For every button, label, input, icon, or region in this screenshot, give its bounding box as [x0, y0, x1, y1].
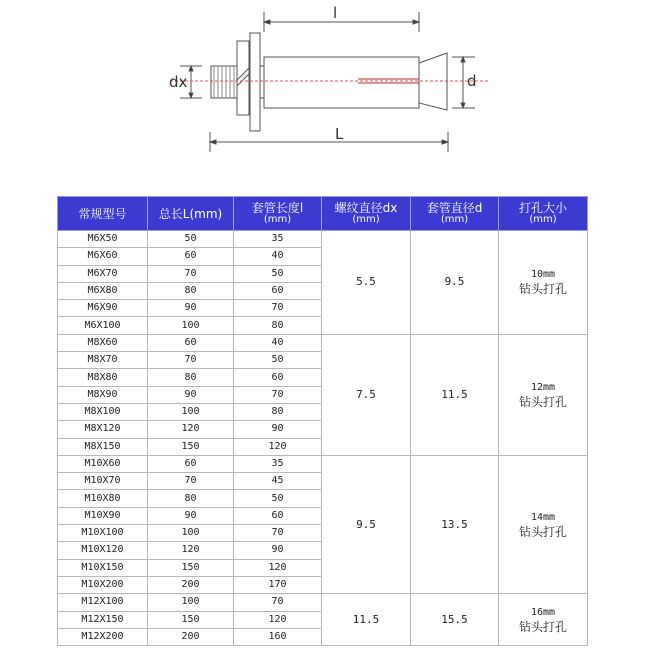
model-cell: M8X100	[58, 403, 148, 420]
model-cell: M6X60	[58, 248, 148, 265]
sleeve-length-cell: 90	[234, 421, 322, 438]
column-header-unit: (mm)	[529, 213, 557, 225]
model-cell: M6X90	[58, 300, 148, 317]
model-cell: M10X100	[58, 525, 148, 542]
total-length-cell: 100	[148, 525, 234, 542]
sleeve-length-cell: 80	[234, 317, 322, 334]
column-header	[322, 197, 411, 231]
total-length-cell: 70	[148, 352, 234, 369]
sleeve-length-cell: 70	[234, 525, 322, 542]
thread-diameter-cell: 9.5	[322, 455, 411, 593]
drill-size-cell	[499, 594, 588, 646]
model-cell: M12X100	[58, 594, 148, 611]
sleeve-length-cell: 40	[234, 248, 322, 265]
drill-size-value: 10mm	[530, 269, 556, 281]
thread-diameter-cell: 7.5	[322, 334, 411, 455]
sleeve-diameter-cell: 11.5	[411, 334, 499, 455]
total-length-cell: 200	[148, 576, 234, 593]
total-length-cell: 150	[148, 438, 234, 455]
total-length-cell: 150	[148, 611, 234, 628]
total-length-cell: 100	[148, 594, 234, 611]
sleeve-length-cell: 35	[234, 231, 322, 248]
model-cell: M10X90	[58, 507, 148, 524]
total-length-cell: 80	[148, 282, 234, 299]
sleeve-length-cell: 70	[234, 300, 322, 317]
column-header	[234, 197, 322, 231]
total-length-cell: 90	[148, 300, 234, 317]
sleeve-diameter-label: d	[467, 72, 477, 90]
total-length-cell: 100	[148, 317, 234, 334]
sleeve-length-cell: 90	[234, 542, 322, 559]
sleeve-length-cell: 120	[234, 438, 322, 455]
sleeve-diameter-cell: 9.5	[411, 231, 499, 335]
sleeve-length-cell: 160	[234, 628, 322, 645]
column-header-title: 套管长度l	[251, 200, 304, 215]
model-cell: M10X150	[58, 559, 148, 576]
total-length-cell: 90	[148, 507, 234, 524]
sleeve-length-cell: 60	[234, 282, 322, 299]
model-cell: M10X60	[58, 455, 148, 472]
model-cell: M8X80	[58, 369, 148, 386]
model-cell: M6X70	[58, 265, 148, 282]
sleeve-length-cell: 60	[234, 507, 322, 524]
sleeve-length-cell: 40	[234, 334, 322, 351]
drill-size-cell	[499, 231, 588, 335]
total-length-cell: 60	[148, 334, 234, 351]
table-row	[58, 231, 588, 248]
drill-size-value: 14mm	[530, 511, 556, 523]
sleeve-diameter-cell: 15.5	[411, 594, 499, 646]
model-cell: M8X60	[58, 334, 148, 351]
total-length-cell: 120	[148, 421, 234, 438]
total-length-cell: 50	[148, 231, 234, 248]
drill-size-cell	[499, 334, 588, 455]
drill-size-note: 钻头打孔	[518, 282, 567, 297]
model-cell: M8X70	[58, 352, 148, 369]
column-header	[499, 197, 588, 231]
total-length-cell: 70	[148, 473, 234, 490]
sleeve-length-cell: 60	[234, 369, 322, 386]
model-cell: M8X120	[58, 421, 148, 438]
sleeve-length-cell: 70	[234, 594, 322, 611]
sleeve-length-cell: 45	[234, 473, 322, 490]
column-header-title: 螺纹直径dx	[334, 200, 398, 215]
total-length-cell: 80	[148, 369, 234, 386]
total-length-cell: 200	[148, 628, 234, 645]
sleeve-length-cell: 50	[234, 265, 322, 282]
model-cell: M6X50	[58, 231, 148, 248]
total-length-cell: 120	[148, 542, 234, 559]
column-header-unit: (mm)	[263, 213, 292, 225]
column-header-unit: (mm)	[440, 213, 469, 225]
column-header-title: 打孔大小	[518, 200, 567, 215]
thread-diameter-cell: 11.5	[322, 594, 411, 646]
column-header-unit: (mm)	[352, 213, 380, 225]
sleeve-length-label: l	[333, 4, 338, 22]
sleeve-length-cell: 120	[234, 559, 322, 576]
sleeve-length-cell: 170	[234, 576, 322, 593]
total-length-cell: 70	[148, 265, 234, 282]
drill-size-note: 钻头打孔	[518, 394, 567, 409]
table-row	[58, 455, 588, 472]
model-cell: M12X200	[58, 628, 148, 645]
sleeve-length-cell: 50	[234, 352, 322, 369]
drill-size-note: 钻头打孔	[518, 619, 567, 634]
total-length-label: L	[335, 125, 344, 143]
column-header	[148, 197, 234, 231]
thread-diameter-label: dx	[169, 73, 188, 91]
sleeve-length-cell: 35	[234, 455, 322, 472]
column-header	[411, 197, 499, 231]
sleeve-diameter-cell: 13.5	[411, 455, 499, 593]
drill-size-value: 12mm	[530, 381, 556, 393]
drill-size-note: 钻头打孔	[518, 524, 567, 539]
sleeve-length-cell: 120	[234, 611, 322, 628]
model-cell: M12X150	[58, 611, 148, 628]
sleeve-length-cell: 80	[234, 403, 322, 420]
model-cell: M10X200	[58, 576, 148, 593]
column-header-title: 套管直径d	[426, 200, 483, 215]
anchor-bolt-diagram	[150, 0, 500, 160]
model-cell: M6X80	[58, 282, 148, 299]
total-length-cell: 80	[148, 490, 234, 507]
total-length-cell: 90	[148, 386, 234, 403]
total-length-cell: 150	[148, 559, 234, 576]
model-cell: M6X100	[58, 317, 148, 334]
model-cell: M8X150	[58, 438, 148, 455]
column-header-title: 常规型号	[78, 206, 127, 221]
sleeve-length-cell: 50	[234, 490, 322, 507]
column-header-title: 总长L(mm)	[158, 206, 223, 221]
table-header-row	[58, 197, 588, 231]
table-row	[58, 334, 588, 351]
column-header	[58, 197, 148, 231]
spec-table	[57, 196, 588, 646]
drill-size-value: 16mm	[530, 606, 556, 618]
sleeve-length-cell: 70	[234, 386, 322, 403]
total-length-cell: 100	[148, 403, 234, 420]
total-length-cell: 60	[148, 248, 234, 265]
drill-size-cell	[499, 455, 588, 593]
model-cell: M10X70	[58, 473, 148, 490]
model-cell: M10X120	[58, 542, 148, 559]
model-cell: M10X80	[58, 490, 148, 507]
total-length-cell: 60	[148, 455, 234, 472]
thread-diameter-cell: 5.5	[322, 231, 411, 335]
table-row	[58, 594, 588, 611]
model-cell: M8X90	[58, 386, 148, 403]
